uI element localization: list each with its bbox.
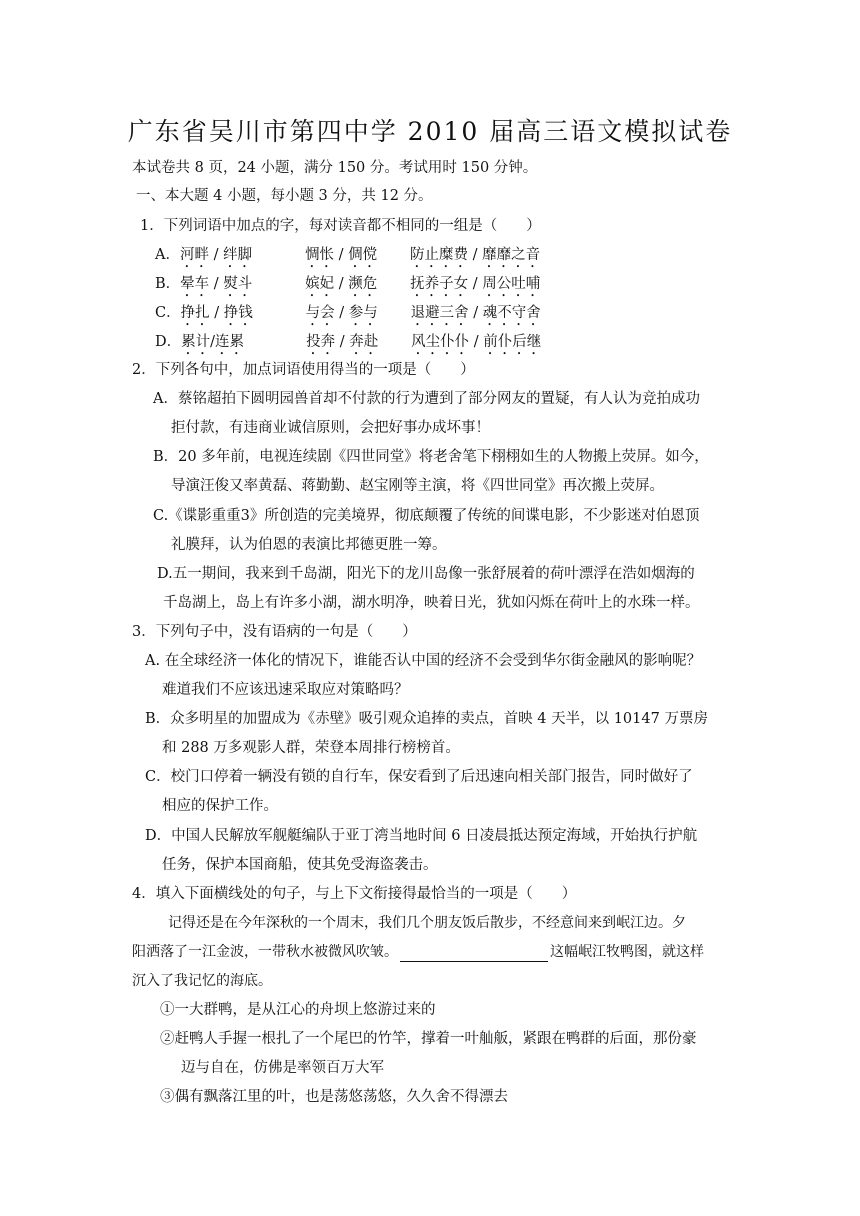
q2-option-d-line2: 千岛湖上，岛上有许多小湖，湖水明净，映着日光，犹如闪烁在荷叶上的水珠一样。 xyxy=(163,595,700,611)
q2-option-b-line2: 导演汪俊又率黄磊、蒋勤勤、赵宝刚等主演，将《四世同堂》再次搬上荧屏。 xyxy=(171,478,664,494)
q1-option-d: D．累计/连累 投奔 / 奔赴 风尘仆仆 / 前仆后继 xyxy=(155,334,542,350)
q4-stem: 4．填入下面横线处的句子，与上下文衔接得最恰当的一项是（ ） xyxy=(132,886,577,902)
q3-option-a-line1: A. 在全球经济一体化的情况下，谁能否认中国的经济不会受到华尔街金融风的影响呢？ xyxy=(145,653,702,669)
q2-option-b-line1: B．20 多年前，电视连续剧《四世同堂》将老舍笔下栩栩如生的人物搬上荧屏。如今， xyxy=(153,449,709,465)
q4-item-1: ①一大群鸭，是从江心的舟坝上悠游过来的 xyxy=(160,1002,436,1018)
q2-option-a-line1: A．蔡铭超拍下圆明园兽首却不付款的行为遭到了部分网友的置疑，有人认为竞拍成功 xyxy=(153,391,700,407)
q4-passage-line3: 沉入了我记忆的海底。 xyxy=(132,973,272,989)
q2-stem: 2．下列各句中，加点词语使用得当的一项是（ ） xyxy=(132,362,475,378)
answer-blank xyxy=(400,947,548,962)
q3-stem: 3．下列句子中，没有语病的一句是（ ） xyxy=(132,624,417,640)
q2-option-c-line2: 礼膜拜，认为伯恩的表演比邦德更胜一筹。 xyxy=(171,537,447,553)
q3-option-c-line1: C．校门口停着一辆没有锁的自行车，保安看到了后迅速向相关部门报告，同时做好了 xyxy=(145,769,693,785)
q3-option-c-line2: 相应的保护工作。 xyxy=(162,798,278,814)
q4-passage-line2: 阳洒落了一江金波，一带秋水被微风吹皱。 这幅岷江牧鸭图，就这样 xyxy=(132,944,704,960)
q3-option-b-line2: 和 288 万多观影人群，荣登本周排行榜榜首。 xyxy=(162,740,460,756)
q2-option-d-line1: D.五一期间，我来到千岛湖，阳光下的龙川岛像一张舒展着的荷叶漂浮在浩如烟海的 xyxy=(157,566,695,582)
intro-text: 本试卷共 8 页，24 小题，满分 150 分。考试用时 150 分钟。 xyxy=(132,160,538,176)
q4-item-3: ③偶有飘落江里的叶，也是荡悠荡悠，久久舍不得漂去 xyxy=(160,1089,508,1105)
q4-item-2-line2: 迈与自在，仿佛是率领百万大军 xyxy=(181,1060,384,1076)
section-heading: 一、本大题 4 小题，每小题 3 分，共 12 分。 xyxy=(136,188,433,204)
q1-option-b: B．晕车 / 熨斗 嫔妃 / 濒危 抚养子女 / 周公吐哺 xyxy=(155,276,541,292)
q3-option-d-line2: 任务，保护本国商船，使其免受海盗袭击。 xyxy=(162,857,438,873)
q1-option-a: A．河畔 / 绊脚 惆怅 / 倜傥 防止糜费 / 靡靡之音 xyxy=(155,247,541,263)
q3-option-d-line1: D．中国人民解放军舰艇编队于亚丁湾当地时间 6 日凌晨抵达预定海域，开始执行护航 xyxy=(145,828,698,844)
q4-item-2-line1: ②赶鸭人手握一根扎了一个尾巴的竹竿，撑着一叶舢舨，紧跟在鸭群的后面，那份豪 xyxy=(160,1031,697,1047)
q2-option-c-line1: C.《谍影重重3》所创造的完美境界，彻底颠覆了传统的间谍电影，不少影迷对伯恩顶 xyxy=(153,508,700,524)
q1-stem: 1．下列词语中加点的字，每对读音都不相同的一组是（ ） xyxy=(140,218,541,234)
q3-option-b-line1: B．众多明星的加盟成为《赤壁》吸引观众追捧的卖点，首映 4 天半，以 10147 万票房 xyxy=(145,711,708,727)
q2-option-a-line2: 拒付款，有违商业诚信原则，会把好事办成坏事！ xyxy=(171,420,490,436)
q1-option-c: C．挣扎 / 挣钱 与会 / 参与 退避三舍 / 魂不守舍 xyxy=(155,305,541,321)
q3-option-a-line2: 难道我们不应该迅速采取应对策略吗？ xyxy=(162,682,409,698)
q4-passage-line1: 记得还是在今年深秋的一个周末，我们几个朋友饭后散步，不经意间来到岷江边。夕 xyxy=(168,915,686,931)
page-title: 广东省吴川市第四中学 2010 届高三语文模拟试卷 xyxy=(127,117,733,146)
